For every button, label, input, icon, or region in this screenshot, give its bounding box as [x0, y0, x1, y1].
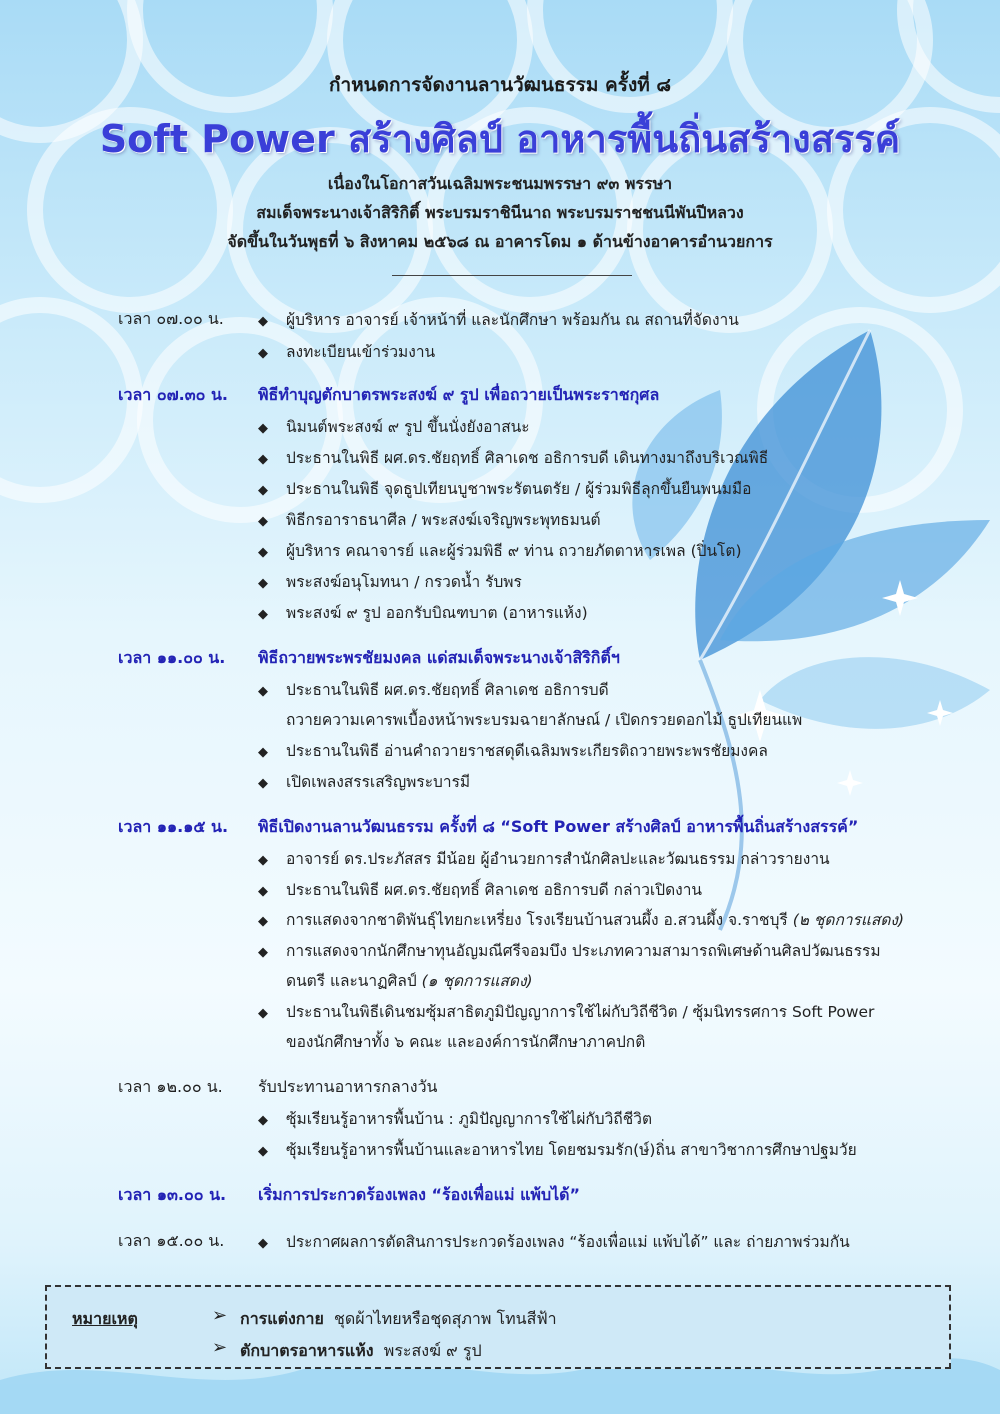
schedule-item: ◆ ประธานในพิธี ผศ.ดร.ชัยฤทธิ์ ศิลาเดช อธิการบดี [258, 681, 609, 699]
schedule-time: เวลา ๐๗.๓๐ น. [118, 385, 228, 404]
schedule-item: ◆ ประธานในพิธี ผศ.ดร.ชัยฤทธิ์ ศิลาเดช อธิการบดี เดินทางมาถึงบริเวณพิธี [258, 449, 769, 467]
section-heading: พิธีถวายพระพรชัยมงคล แด่สมเด็จพระนางเจ้าสิริกิติ์ฯ [258, 648, 620, 667]
schedule-time: เวลา ๑๒.๐๐ น. [118, 1077, 223, 1096]
remarks-label: หมายเหตุ [72, 1309, 138, 1328]
schedule-item: ◆ ผู้บริหาร คณาจารย์ และผู้ร่วมพิธี ๙ ท่าน ถวายภัตตาหารเพล (ปิ่นโต) [258, 542, 742, 560]
bullet-diamond-icon: ◆ [258, 914, 268, 929]
schedule-item: ◆ ประธานในพิธี อ่านคำถวายราชสดุดีเฉลิมพระเกียรติถวายพระพรชัยมงคล [258, 742, 768, 760]
bullet-diamond-icon: ◆ [258, 607, 268, 622]
section-heading: เริ่มการประกวดร้องเพลง “ร้องเพื่อแม่ แพ้บได้” [258, 1185, 581, 1204]
bullet-diamond-icon: ◆ [258, 452, 268, 467]
schedule-item: ◆ ประธานในพิธี ผศ.ดร.ชัยฤทธิ์ ศิลาเดช อธิการบดี กล่าวเปิดงาน [258, 881, 703, 899]
schedule-time: เวลา ๐๗.๐๐ น. [118, 309, 224, 328]
bullet-diamond-icon: ◆ [258, 421, 268, 436]
header-divider [392, 275, 632, 276]
bullet-diamond-icon: ◆ [258, 1236, 268, 1251]
bullet-diamond-icon: ◆ [258, 514, 268, 529]
section-heading: พิธีทำบุญตักบาตรพระสงฆ์ ๙ รูป เพื่อถวายเป็นพระราชกุศล [258, 385, 660, 404]
bullet-diamond-icon: ◆ [258, 853, 268, 868]
bullet-diamond-icon: ◆ [258, 576, 268, 591]
schedule-item: ◆ ลงทะเบียนเข้าร่วมงาน [258, 343, 436, 361]
schedule-item: ◆ ประกาศผลการตัดสินการประกวดร้องเพลง “ร้องเพื่อแม่ แพ้บได้” และ ถ่ายภาพร่วมกัน [258, 1233, 850, 1251]
bullet-diamond-icon: ◆ [258, 346, 268, 361]
event-title: Soft Power สร้างศิลป์ อาหารพื้นถิ่นสร้างสรรค์ [99, 117, 901, 161]
schedule-item-continuation: ของนักศึกษาทั้ง ๖ คณะ และองค์การนักศึกษาภาคปกติ [286, 1033, 646, 1051]
arrow-bullet-icon: ➢ [212, 1337, 228, 1358]
schedule-time: เวลา ๑๓.๐๐ น. [118, 1185, 227, 1204]
schedule-item: ◆ นิมนต์พระสงฆ์ ๙ รูป ขึ้นนั่งยังอาสนะ [258, 418, 530, 436]
bullet-diamond-icon: ◆ [258, 1113, 268, 1128]
bullet-diamond-icon: ◆ [258, 945, 268, 960]
bullet-diamond-icon: ◆ [258, 314, 268, 329]
schedule-item: ◆ การแสดงจากชาติพันธุ์ไทยกะเหรี่ยง โรงเรียนบ้านสวนผึ้ง อ.สวนผึ้ง จ.ราชบุรี (๒ ชุดการแสดง) [258, 911, 905, 929]
schedule-item: ◆ อาจารย์ ดร.ประภัสสร มีน้อย ผู้อำนวยการสำนักศิลปะและวัฒนธรรม กล่าวรายงาน [258, 850, 830, 868]
schedule-time: เวลา ๑๑.๑๕ น. [118, 817, 229, 836]
honoree-line: สมเด็จพระนางเจ้าสิริกิติ์ พระบรมราชินีนาถ พระบรมราชชนนีพันปีหลวง [256, 203, 744, 222]
schedule-item: ◆ เปิดเพลงสรรเสริญพระบารมี [258, 773, 471, 791]
bullet-diamond-icon: ◆ [258, 884, 268, 899]
bullet-diamond-icon: ◆ [258, 776, 268, 791]
bullet-diamond-icon: ◆ [258, 1144, 268, 1159]
schedule-item: ◆ ผู้บริหาร อาจารย์ เจ้าหน้าที่ และนักศึกษา พร้อมกัน ณ สถานที่จัดงาน [258, 311, 739, 329]
schedule-item: ◆ พระสงฆ์อนุโมทนา / กรวดน้ำ รับพร [258, 573, 522, 591]
schedule-time: เวลา ๑๕.๐๐ น. [118, 1231, 225, 1250]
bullet-diamond-icon: ◆ [258, 684, 268, 699]
schedule-item: ◆ พิธีกรอาราธนาศีล / พระสงฆ์เจริญพระพุทธมนต์ [258, 511, 601, 529]
schedule-item: ◆ ประธานในพิธีเดินชมซุ้มสาธิตภูมิปัญญาการใช้ไผ่กับวิถีชีวิต / ซุ้มนิทรรศการ Soft Power [258, 1003, 875, 1021]
section-heading: รับประทานอาหารกลางวัน [258, 1077, 438, 1096]
schedule-item-continuation: ดนตรี และนาฏศิลป์ (๑ ชุดการแสดง) [286, 972, 533, 990]
schedule-item-continuation: ถวายความเคารพเบื้องหน้าพระบรมฉายาลักษณ์ / เปิดกรวยดอกไม้ ธูปเทียนแพ [286, 711, 803, 729]
bullet-diamond-icon: ◆ [258, 545, 268, 560]
bullet-diamond-icon: ◆ [258, 1006, 268, 1021]
schedule-item: ◆ ประธานในพิธี จุดธูปเทียนบูชาพระรัตนตรัย / ผู้ร่วมพิธีลุกขึ้นยืนพนมมือ [258, 480, 752, 498]
bullet-diamond-icon: ◆ [258, 483, 268, 498]
bullet-diamond-icon: ◆ [258, 745, 268, 760]
occasion-line: เนื่องในโอกาสวันเฉลิมพระชนมพรรษา ๙๓ พรรษา [327, 174, 673, 193]
remarks-item: การแต่งกาย ชุดผ้าไทยหรือชุดสุภาพ โทนสีฟ้า [240, 1309, 557, 1328]
schedule-item: ◆ ซุ้มเรียนรู้อาหารพื้นบ้านและอาหารไทย โดยชมรมรัก(ษ์)ถิ่น สาขาวิชาการศึกษาปฐมวัย [258, 1141, 857, 1159]
schedule-item: ◆ พระสงฆ์ ๙ รูป ออกรับบิณฑบาต (อาหารแห้ง) [258, 604, 588, 622]
schedule-item: ◆ การแสดงจากนักศึกษาทุนอัญมณีศรีจอมบึง ประเภทความสามารถพิเศษด้านศิลปวัฒนธรรม [258, 942, 881, 960]
schedule-time: เวลา ๑๑.๐๐ น. [118, 648, 226, 667]
section-heading: พิธีเปิดงานลานวัฒนธรรม ครั้งที่ ๘ “Soft Power สร้างศิลป์ อาหารพื้นถิ่นสร้างสรรค์” [258, 817, 859, 836]
event-subtitle: กำหนดการจัดงานลานวัฒนธรรม ครั้งที่ ๘ [328, 74, 672, 96]
arrow-bullet-icon: ➢ [212, 1305, 228, 1326]
schedule-item: ◆ ซุ้มเรียนรู้อาหารพื้นบ้าน : ภูมิปัญญาการใช้ไผ่กับวิถีชีวิต [258, 1110, 653, 1128]
remarks-item: ตักบาตรอาหารแห้ง พระสงฆ์ ๙ รูป [240, 1341, 482, 1360]
date-venue-line: จัดขึ้นในวันพุธที่ ๖ สิงหาคม ๒๕๖๘ ณ อาคารโดม ๑ ด้านข้างอาคารอำนวยการ [227, 232, 773, 251]
